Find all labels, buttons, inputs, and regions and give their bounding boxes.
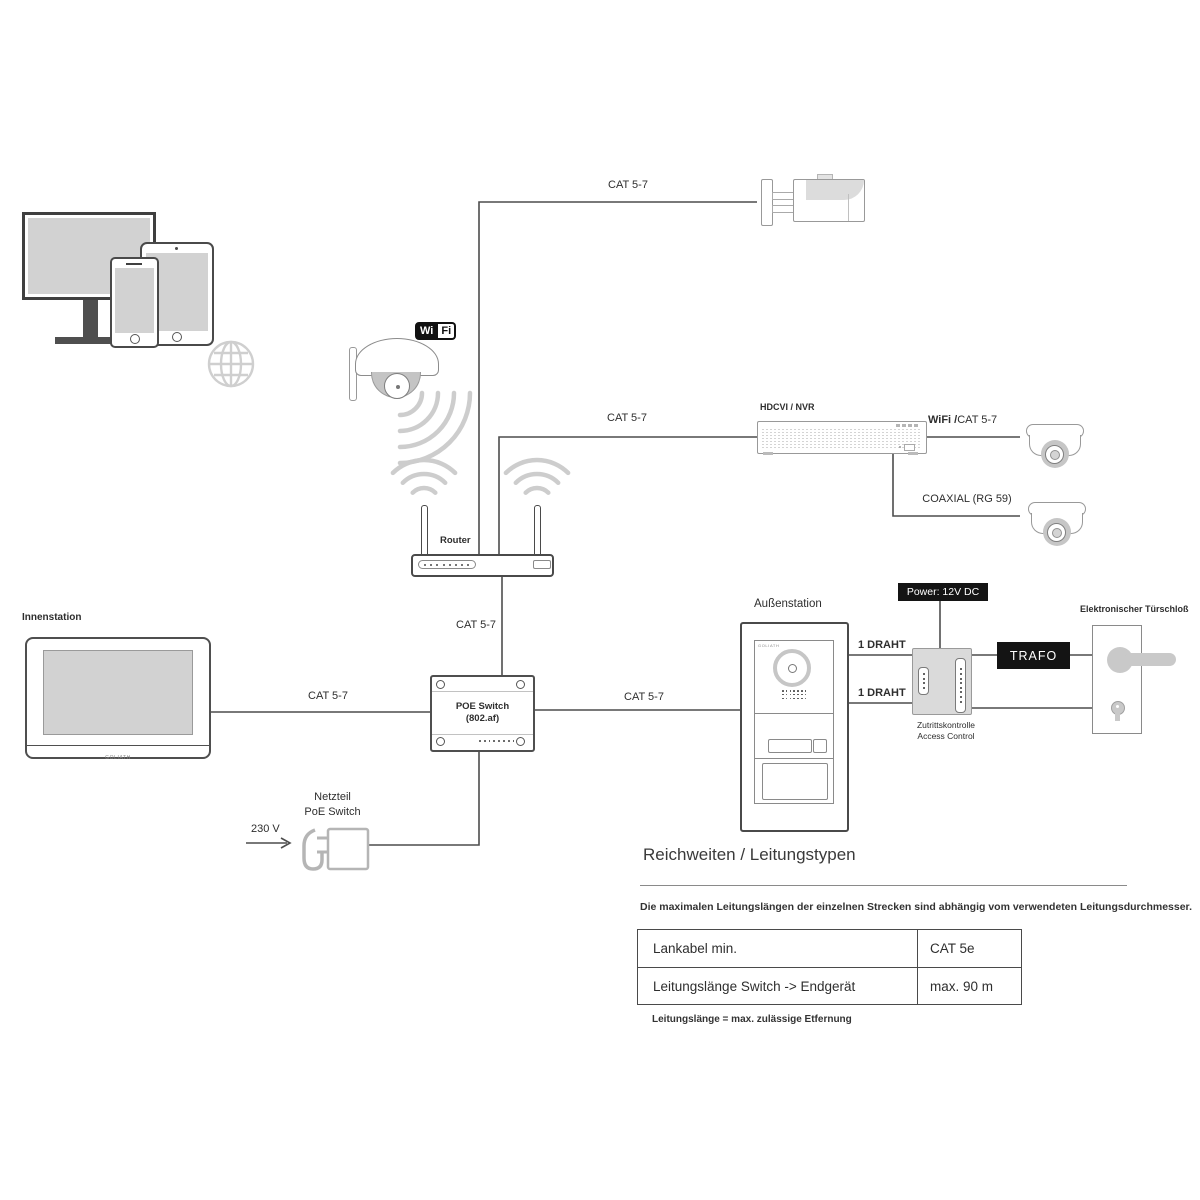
bullet-camera-icon: [760, 172, 880, 227]
power-supply-group: [240, 785, 410, 885]
phone-speaker: [126, 263, 142, 265]
section-intro: Die maximalen Leitungslängen der einzelnen Strecken sind abhängig vom verwendeten Leitungsdurchmesser.: [640, 901, 1192, 913]
camera-lens-dot: [396, 385, 400, 389]
power-supply-label: Netzteil PoE Switch: [304, 791, 361, 818]
bullet-camera-arm: [772, 192, 795, 200]
brand-logo: GOLIATH: [758, 643, 780, 648]
poe-bottom-seam: [432, 734, 533, 735]
router-group: [405, 485, 555, 580]
table-row: [638, 930, 1021, 967]
poe-switch-label: POE Switch (802.af): [455, 701, 510, 724]
indoor-station-group: [20, 612, 220, 762]
nvr-label: HDCVI / NVR: [760, 402, 815, 412]
nvr-ports: [896, 424, 918, 427]
phone-icon: [110, 257, 159, 348]
terminal-strip-small: [918, 667, 929, 695]
bullet-camera-seam: [848, 194, 849, 221]
nvr-led: [899, 446, 901, 448]
access-control-group: [895, 575, 1095, 745]
indoor-station-chin: [27, 745, 209, 764]
keyhole-tail: [1115, 710, 1120, 721]
wifi-badge-wi: Wi: [415, 322, 438, 340]
power-12v-box: Power: 12V DC: [898, 583, 988, 601]
call-button-small: [813, 739, 827, 753]
terminal-strip-large: [955, 658, 966, 713]
monitor-base: [55, 337, 111, 344]
tablet-home-button: [172, 332, 182, 342]
name-plate: [768, 739, 812, 753]
table-cell-label: Leitungslänge Switch -> Endgerät: [638, 967, 918, 1004]
poe-screw: [516, 680, 525, 689]
section-footnote: Leitungslänge = max. zulässige Etfernung: [652, 1014, 852, 1025]
door-handle-bar: [1124, 653, 1176, 666]
router-button: [533, 560, 551, 569]
draht-label-bottom: 1 DRAHT: [858, 687, 906, 699]
door-camera-lens: [788, 664, 797, 673]
poe-ports: [479, 740, 514, 742]
door-lock-group: [1075, 600, 1200, 740]
router-antenna-right: [534, 505, 541, 557]
cable-label-innen-poe: CAT 5-7: [308, 690, 348, 702]
door-station-label: Außenstation: [754, 598, 822, 610]
draht-label-top: 1 DRAHT: [858, 639, 906, 651]
monitor-stand: [83, 300, 98, 337]
camera-dome: [355, 338, 439, 376]
range-section: [640, 845, 1192, 1025]
voltage-label: 230 V: [251, 823, 280, 835]
access-control-label: Zutrittskontrolle Access Control: [916, 720, 976, 741]
call-button-large: [762, 763, 828, 800]
door-station-panel: [740, 622, 849, 832]
nvr-foot: [908, 452, 918, 455]
wifi-dome-camera-group: [345, 320, 475, 410]
button-module: [754, 759, 834, 804]
door-station-group: [735, 595, 855, 835]
access-control-box: [912, 648, 972, 715]
cable-label-bullet: CAT 5-7: [608, 179, 648, 191]
client-devices-group: [20, 210, 260, 390]
wifi-badge-fi: Fi: [438, 322, 456, 340]
spec-table: [637, 929, 1022, 1005]
bullet-camera-body: [793, 179, 865, 222]
poe-switch-group: [425, 670, 540, 755]
section-title: Reichweiten / Leitungstypen: [643, 845, 856, 864]
table-cell-value: max. 90 m: [918, 967, 1021, 1004]
router-antenna-left: [421, 505, 428, 557]
cable-label-coaxial: COAXIAL (RG 59): [922, 493, 1012, 505]
brand-logo: GOLIATH: [105, 755, 131, 761]
cable-label-wifi-bold: WiFi /: [928, 414, 958, 426]
poe-screw: [436, 737, 445, 746]
nvr-usb-port: [904, 444, 915, 451]
dome-lens: [1050, 450, 1060, 460]
nvr-box: [757, 421, 927, 454]
router-label: Router: [440, 535, 471, 546]
indoor-station-screen: [43, 650, 193, 735]
cable-label-wifi-cat: [928, 414, 997, 426]
nameplate-module: [754, 714, 834, 759]
tablet-camera-dot: [175, 247, 178, 250]
router-led-strip: [418, 560, 476, 569]
cable-label-poe-aussen: CAT 5-7: [624, 691, 664, 703]
door-lock-label: Elektronischer Türschloß: [1080, 604, 1189, 614]
cable-lines: [207, 202, 1092, 848]
poe-switch-box: [430, 675, 535, 752]
section-divider: [640, 885, 1127, 886]
nvr-mesh: [761, 428, 922, 449]
cable-label-wifi-rest: CAT 5-7: [957, 414, 998, 426]
phone-home-button: [130, 334, 140, 344]
nvr-group: [755, 400, 930, 460]
cable-label-router-poe: CAT 5-7: [456, 619, 496, 631]
indoor-station-label: Innenstation: [22, 612, 82, 623]
speaker-grid: [782, 690, 806, 699]
wifi-badge: [415, 322, 456, 340]
dome-camera-wifi-icon: [1024, 422, 1086, 470]
dome-camera-coax-icon: [1026, 500, 1088, 548]
dome-lens: [1052, 528, 1062, 538]
indoor-station-frame: [25, 637, 211, 759]
cable-label-nvr: CAT 5-7: [607, 412, 647, 424]
phone-screen: [115, 268, 154, 333]
trafo-box: TRAFO: [997, 642, 1070, 669]
keyhole-dot: [1116, 705, 1119, 708]
camera-module: [754, 640, 834, 714]
router-body: [411, 554, 554, 577]
bullet-camera-arm: [772, 205, 795, 213]
poe-screw: [516, 737, 525, 746]
bullet-camera-shade: [806, 180, 864, 200]
table-cell-label: Lankabel min.: [638, 930, 918, 967]
table-cell-value: CAT 5e: [930, 941, 975, 956]
nvr-foot: [763, 452, 773, 455]
poe-screw: [436, 680, 445, 689]
table-row: [638, 967, 1021, 1004]
bullet-camera-mount: [761, 179, 773, 226]
poe-top-seam: [432, 691, 533, 692]
door-station-modules: [754, 640, 834, 804]
